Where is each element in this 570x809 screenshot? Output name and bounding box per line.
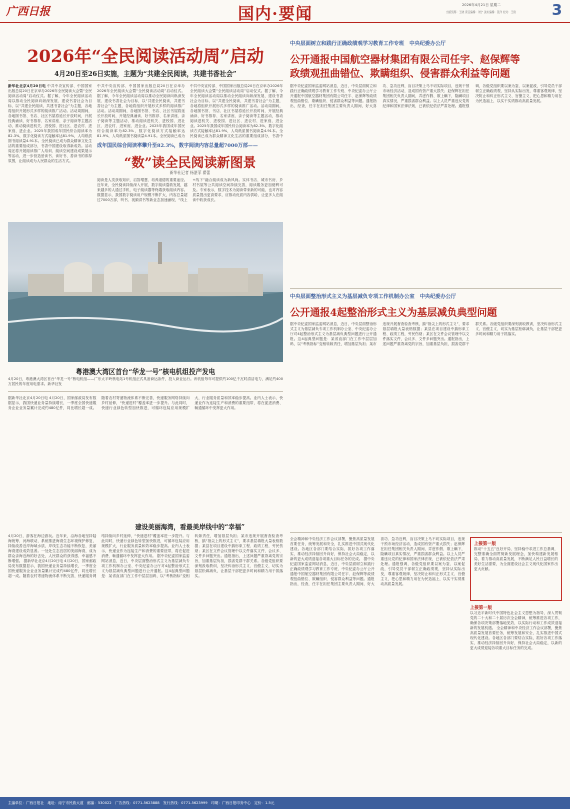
- masthead: [0, 0, 570, 23]
- bottom-left-text-more: 据新华社北京4月20日电 4月20日，国家邮政局发布数据显示，我国快递业务量持续增长，一季度全国快递服务企业业务量累计完成约480亿件，同比增长超一成。随着农村寄递物流体系不断完善，快递服务网络持续向乡村延伸，“快递进村”覆盖率进一步提升。与此同时，快递行业绿色转型加快推进，可循环包装应用规模扩大，行业服务质量和效率稳步提高。业内人士表示，快递业作为连接生产和消费的重要纽带，将在促进消费、畅通循环中发挥更大作用。: [8, 534, 190, 578]
- nuclear-plant-image: [8, 222, 283, 362]
- divider: [8, 80, 283, 81]
- digital-headline: “数”读全民阅读新图景: [124, 156, 256, 171]
- bottom-left-section-head: 建设美丽海湾，看最美岸线中的“幸福”: [135, 523, 245, 531]
- lead-headline: 2026年“全民阅读活动周”启动: [27, 47, 264, 67]
- digital-body-text: 阅读是人类获取知识、启智增慧、培养道德的重要途径。近年来，全民阅读持续深入开展，数字阅读蓬勃发展，越来越多的人通过手机、电子阅读器等终端获取阅读内容。数据显示，我国数字阅读用户规模不断扩大，内容总量超过7000万部，听书、视频讲书等新业态加速涌现，“线上+线下”融合阅读成为新风尚。实体书店、城市书房、乡村书屋等公共阅读空间持续完善，阅读服务更加便利可及。专家表示，数字技术为阅读带来新的可能，也对内容质量提出更高要求，应推动优质内容供给，让更多人在阅读中收获成长。: [97, 178, 283, 202]
- page-editors: 出版统筹：王晓 责任编辑：刘宁 美术编辑：张洋 校对：王艳: [446, 11, 516, 14]
- inspection2-kicker: 中央层面整治形式主义为基层减负专项工作机制办公室 中央纪委办公厅: [290, 294, 457, 300]
- continued-box-body: 推动“十五五”良好开局，坚持稳中求进工作总基调，完整准确全面贯彻新发展理念，加快构建新发展格局，着力推动高质量发展，不断满足人民日益增长的美好生活需要，为全面建设社会主义现代化国家作出更大贡献。: [474, 547, 558, 571]
- photo-caption-title: 粤港澳大湾区首台“华龙一号”核电机组投产发电: [75, 368, 216, 376]
- inspection1-body: [290, 84, 562, 284]
- inspection2-body-text: 据中央纪委国家监委网站消息，近日，中央层面整治形式主义为基层减负专项工作机制办公室、中央纪委办公厅对4起整治形式主义为基层减负典型问题进行公开通报。这4起典型问题是：某省直部门在工作中层层加码，以“考核指标”变相转嫁责任，增加基层负担；某市违规开展督查检查考核，搞“指尖上的形式主义”，要求基层填报大量表格数据；某县在项目建设中搞形象工程、政绩工程，劳民伤财；某区在文件会议管理中以文件落实文件，会议多、文件多问题突出。通报指出，上述问题严重背离党的宗旨，加重基层负担，损害党群干群关系。各级党组织要深刻汲取教训，坚决纠治形式主义、官僚主义，切实为基层松绑减负，让基层干部把更多时间和精力用于抓落实。: [290, 322, 562, 346]
- lead-body-continued-2: 中共中央宣传部、中国国家出版总局20日在京举办2026年全民阅读大会暨“全民阅读活动周”启动仪式。据了解，今年全民阅读活动周以推动全民阅读向纵深发展、建设书香社会为目标，以“共建全民阅读，共建书香社会”为主题，各地将组织开展形式多样的阅读推广活动。活动周期间，各地图书馆、书店、社区书屋将延长开放时间，开展经典诵读、好书推荐、名家讲座、亲子阅读等主题活动，推动阅读进机关、进校园、进社区、进农村、进家庭、进企业。2025年我国成年国民综合阅读率为82.3%，数字化阅读方式接触率达81.9%，人均纸质图书阅读量4.91本。全民阅读已成为群众精神文化生活的重要组成部分，书香中: [190, 84, 283, 138]
- digital-byline: 新华社记者 杨湛菲 翟蕾: [169, 170, 211, 175]
- continued-box: [470, 537, 562, 601]
- bottom-right-col-text: 全会精神和中央经济工作会议部署，聚焦高质量发展首要任务，统筹发展和安全，扎实推进中国式现代化建设。各地区各部门要结合实际，抓好各项工作落实，推动经济持续回升向好，保持社会大局稳定，以新的更大成绩迎接各项重大目标任务的完成。: [290, 537, 375, 561]
- divider: [290, 288, 562, 289]
- lead-body: 中共中央宣传部、中国国家出版总局20日在京举办2026年全民阅读大会暨“全民阅读活动周”启动仪式。据了解，今年全民阅读活动周以推动全民阅读向纵深发展、建设书香社会为目标，以“共建全民阅读，共建书香社会”为主题，各地将组织开展形式多样的阅读推广活动。活动周期间，各地图书馆、书店、社区书屋将延长开放时间，开展经典诵读、好书推荐、名家讲座、亲子阅读等主题活动，推动阅读进机关、进校园、进社区、进农村、进家庭、进企业。2025年我国成年国民综合阅读率为82.3%，数字化阅读方式接触率达81.9%，人均纸质图书阅读量4.91本。全民阅读已成为群众精神文化生活的重要组成部分，书香中国建设取得新成效。活动周还将开展阅读推广人培训、阅读空间建设成果展示等活动，进一步营造爱读书、读好书、善读书的浓厚氛围，让阅读成为人民群众的生活方式。: [8, 84, 92, 163]
- bottom-right-col: [290, 537, 465, 784]
- lead-body-continued: 中共中央宣传部、中国国家出版总局20日在京举办2026年全民阅读大会暨“全民阅读活动周”启动仪式。据了解，今年全民阅读活动周以推动全民阅读向纵深发展、建设书香社会为目标，以“共建全民阅读，共建书香社会”为主题，各地将组织开展形式多样的阅读推广活动。活动周期间，各地图书馆、书店、社区书屋将延长开放时间，开展经典诵读、好书推荐、名家讲座、亲子阅读等主题活动，推动阅读进机关、进校园、进社区、进农村、进家庭、进企业。2025年我国成年国民综合阅读率为82.3%，数字化阅读方式接触率达81.9%，人均纸质图书阅读量4.91本。全民阅读已成为: [97, 84, 185, 138]
- digital-body: [97, 178, 283, 216]
- inspection1-body-text: 据中央纪委国家监委网站消息，近日，中央层面树立和践行正确政绩观学习教育工作专班、中央纪委办公厅公开通报中国航空器材集团有限公司任宇、赵保辉等政绩观扭曲错位、欺瞒组织、侵害群众利益等问题。通报指出，经查，任宇在担任集团主要负责人期间，好大喜功、急功近利，盲目决策上马不切实际项目，违规干预市场经济活动，造成国有资产重大损失；赵保辉在担任集团相关负责人期间，弄虚作假、欺上瞒下，隐瞒项目真实情况，严重损害群众利益。以上人员严重违反党的纪律和国家法律法规，已被依纪依法严肃处理。通报强调，各级党组织要以案为鉴、以案促改，引导党员干部树立正确政绩观，坚持从实际出发，尊重客观规律，坚决防止和纠正形式主义、官僚主义，把心思和精力用在为民造福上，以实干实绩推动高质量发展。: [290, 84, 562, 108]
- continued-box2-text-more: 全会精神和中央经济工作会议部署，聚焦高质量发展首要任务，统筹发展和安全，扎实推进中国式现代化建设。各地区各部门要结合实际，抓好各项工作落实，推动经济持续回升向好，保持社会大局稳定，以新的更大成绩迎接各项重大目标任务的完成。: [470, 626, 562, 650]
- bottom-left-text: 据新华社北京4月20日电 4月20日，国家邮政局发布数据显示，我国快递业务量持续增长，一季度全国快递服务企业业务量累计完成约480亿件，同比增长超一成。随着农村寄递物流体系不断完善，快递服务网络持续向乡村延伸，“快递进村”覆盖率进一步提升。与此同时，快递行业绿色转型加快推进，可循环包装应用规模扩大，行业服务质量和效率稳步提高。业内人士表示，快递业作为连接生产和消费的重要纽带，将在促进消费、畅通循环中发挥更大作用。: [8, 396, 283, 410]
- lead-body-col1: [8, 84, 92, 216]
- bottom-left-body: [8, 396, 283, 516]
- paper-logo: 广西日报: [6, 5, 50, 18]
- bottom-right-col-text-more: 据中央纪委国家监委网站消息，近日，中央层面树立和践行正确政绩观学习教育工作专班、中央纪委办公厅公开通报中国航空器材集团有限公司任宇、赵保辉等政绩观扭曲错位、欺瞒组织、侵害群众利益等问题。通报指出，经查，任宇在担任集团主要负责人期间，好大喜功、急功近利，盲目决策上马不切实际项目，违规干预市场经济活动，造成国有资产重大损失；赵保辉在担任集团相关负责人期间，弄虚作假、欺上瞒下，隐瞒项目真实情况，严重损害群众利益。以上人员严重违反党的纪律和国家法律法规，已被依纪依法严肃处理。通报强调，各级党组织要以案为鉴、以案促改，引导党员干部树立正确政绩观，坚持从实际出发，尊重客观规律，坚决防止和纠正形式主义、官僚主义，把心思和精力用在为民造福上，以实干实绩推动高质量发展。: [290, 537, 465, 586]
- divider: [8, 391, 283, 392]
- lead-body-col3: [190, 84, 283, 138]
- digital-kicker: 成年国民综合阅读率攀升至82.3%，数字阅读内容总量超7000万部——: [97, 143, 258, 149]
- inspection1-headline-2: 政绩观扭曲错位、欺瞒组织、侵害群众利益等问题: [290, 69, 510, 80]
- photo-caption-body: 4月20日，粤港澳大湾区首台“华龙一号”核电机组——广东太平岭核电站1号机组正式具备商运条件，投入商业运行。该机组每年可提供约100亿千瓦时清洁电力，满足约400万居民的年度用电需求。新华社发: [8, 377, 283, 386]
- lead-dateline: 新华社北京4月20日电: [8, 84, 46, 88]
- bottom-left-text-more-2: 据中央纪委国家监委网站消息，近日，中央层面整治形式主义为基层减负专项工作机制办公室、中央纪委办公厅对4起整治形式主义为基层减负典型问题进行公开通报。这4起典型问题是：某省直部门在工作中层层加码，以“考核指标”变相转嫁责任，增加基层负担；某市违规开展督查检查考核，搞“指尖上的形式主义”，要求基层填报大量表格数据；某县在项目建设中搞形象工程、政绩工程，劳民伤财；某区在文件会议管理中以文件落实文件，会议多、文件多问题突出。通报指出，上述问题严重背离党的宗旨，加重基层负担，损害党群干群关系。各级党组织要深刻汲取教训，坚决纠治形式主义、官僚主义，切实为基层松绑减负，让基层干部把更多时间和精力用于抓落实。: [101, 534, 283, 578]
- page-number: 3: [551, 1, 563, 19]
- continued-box2-label: 上接第一版: [470, 606, 492, 611]
- inspection1-kicker: 中央层面树立和践行正确政绩观学习教育工作专班 中央纪委办公厅: [290, 41, 446, 47]
- section-title: 国内·要闻: [238, 4, 313, 23]
- bottom-left-section-text: 4月20日，游客在海边游玩。近年来，沿海各地坚持陆海统筹、河海联动，系统推进海湾生态环境保护修复，持续改善近岸海域水质，岸线生态功能不断恢复，美丽海湾建设成效显著。一处处生态宜居的美丽海湾，成为群众亲海近海的好去处，人民群众的获得感、幸福感不断增强。: [8, 534, 97, 563]
- continued-box2-body: [470, 611, 562, 783]
- page-date: 2026年4月21日 星期二: [462, 3, 501, 7]
- footer-text: 主编单位：广西日报社 地址：南宁市民族大道 邮编：530022 广告热线：0771-5623888 发行热线：0771-5623999 印刷：广西日报印务中心 定价：1.5元: [8, 801, 275, 805]
- lead-body-col2: [97, 84, 185, 138]
- inspection1-headline-1: 公开通报中国航空器材集团有限公司任宇、赵保辉等: [290, 55, 520, 66]
- continued-box-label: 上接第一版: [474, 542, 496, 547]
- lead-subhead: 4月20日至26日实施，主题为“共建全民阅读，共建书香社会”: [54, 70, 237, 78]
- footer-bar: [0, 797, 570, 809]
- news-photo: [8, 222, 283, 362]
- continued-box-2: [470, 605, 562, 784]
- bottom-left-section-body: [8, 534, 283, 784]
- continued-box2-text: 以习近平新时代中国特色社会主义思想为指导，深入贯彻党的二十大和二十届历次全会精神，统筹推进各项工作，确保各项决策部署落地见效，以实际行动和工作成效迎接新的发展机遇。: [470, 611, 562, 630]
- inspection2-body: [290, 322, 562, 530]
- divider: [290, 532, 562, 533]
- inspection2-headline: 公开通报4起整治形式主义为基层减负典型问题: [290, 308, 497, 319]
